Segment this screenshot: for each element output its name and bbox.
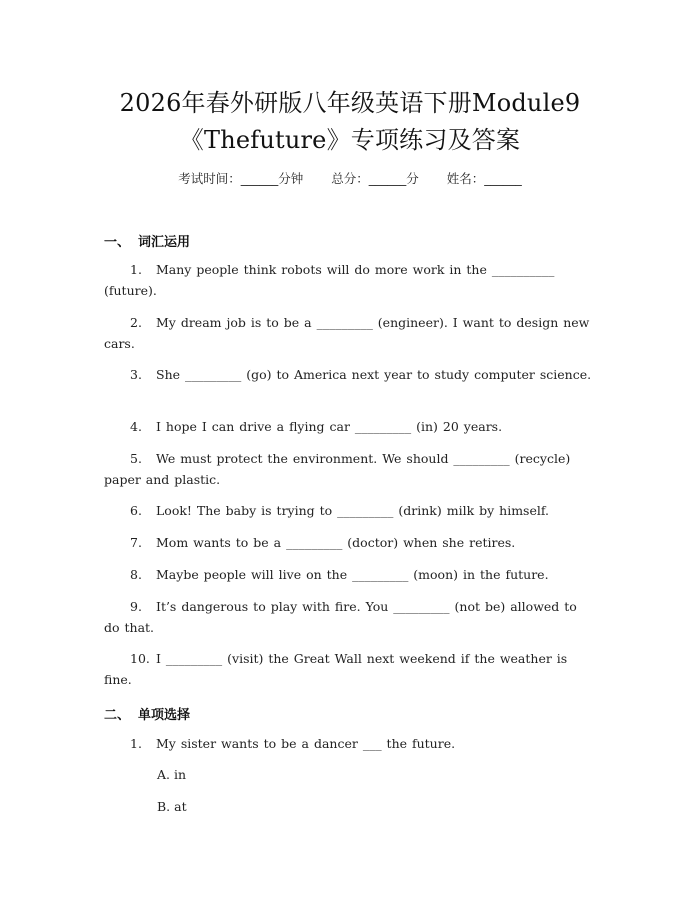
vocab-question-2 — [104, 312, 594, 354]
question-text: Maybe people will live on the _________ (moon) in the future. — [156, 567, 549, 582]
vocab-question-3 — [104, 364, 594, 385]
question-text: I _________ (visit) the Great Wall next weekend if the weather is fine. — [104, 651, 568, 687]
choice-option-a: A. in — [157, 767, 187, 782]
section-heading-vocabulary — [104, 231, 190, 250]
vocab-question-7 — [104, 532, 594, 553]
student-name-field: 姓名：______ — [446, 171, 522, 186]
question-text: She _________ (go) to America next year to study computer science. — [156, 367, 592, 382]
exam-time-field: 考试时间：______分钟 — [178, 171, 304, 186]
vocab-question-1 — [104, 259, 594, 301]
question-text: We must protect the environment. We should _________ (recycle) paper and plastic. — [104, 451, 571, 487]
section-number: 一、 — [104, 235, 131, 250]
question-number: 4. — [130, 419, 142, 434]
question-number: 9. — [130, 599, 142, 614]
question-number: 8. — [130, 567, 142, 582]
section-title: 词汇运用 — [138, 235, 191, 250]
question-number: 2. — [130, 315, 142, 330]
question-number: 3. — [130, 367, 142, 382]
question-text: Mom wants to be a _________ (doctor) when she retires. — [156, 535, 516, 550]
choice-option-b: B. at — [157, 799, 187, 814]
question-number: 6. — [130, 503, 142, 518]
question-text: My dream job is to be a _________ (engineer). I want to design new cars. — [104, 315, 590, 351]
total-score-field: 总分：______分 — [331, 171, 419, 186]
question-text: Many people think robots will do more work in the __________ (future). — [104, 262, 555, 298]
question-text: Look! The baby is trying to _________ (drink) milk by himself. — [156, 503, 550, 518]
vocab-question-4 — [104, 416, 594, 437]
exam-info — [0, 169, 700, 187]
choice-question-1 — [104, 733, 594, 754]
document-title-line-2: 《Thefuture》专项练习及答案 — [179, 126, 521, 154]
vocab-question-9 — [104, 596, 594, 638]
question-number: 1. — [130, 736, 142, 751]
question-text: My sister wants to be a dancer ___ the future. — [156, 736, 456, 751]
question-text: I hope I can drive a flying car _________ (in) 20 years. — [156, 419, 503, 434]
question-number: 5. — [130, 451, 142, 466]
section-number: 二、 — [104, 708, 131, 723]
vocab-question-6 — [104, 500, 594, 521]
question-number: 1. — [130, 262, 142, 277]
document-title-line-1: 2026年春外研版八年级英语下册Module9 — [119, 89, 581, 117]
section-heading-multiple-choice — [104, 704, 190, 723]
question-number: 10. — [130, 651, 150, 666]
section-title: 单项选择 — [138, 708, 191, 723]
vocab-question-5 — [104, 448, 594, 490]
vocab-question-8 — [104, 564, 594, 585]
question-text: It’s dangerous to play with fire. You _________ (not be) allowed to do that. — [104, 599, 577, 635]
vocab-question-10 — [104, 648, 594, 690]
question-number: 7. — [130, 535, 142, 550]
